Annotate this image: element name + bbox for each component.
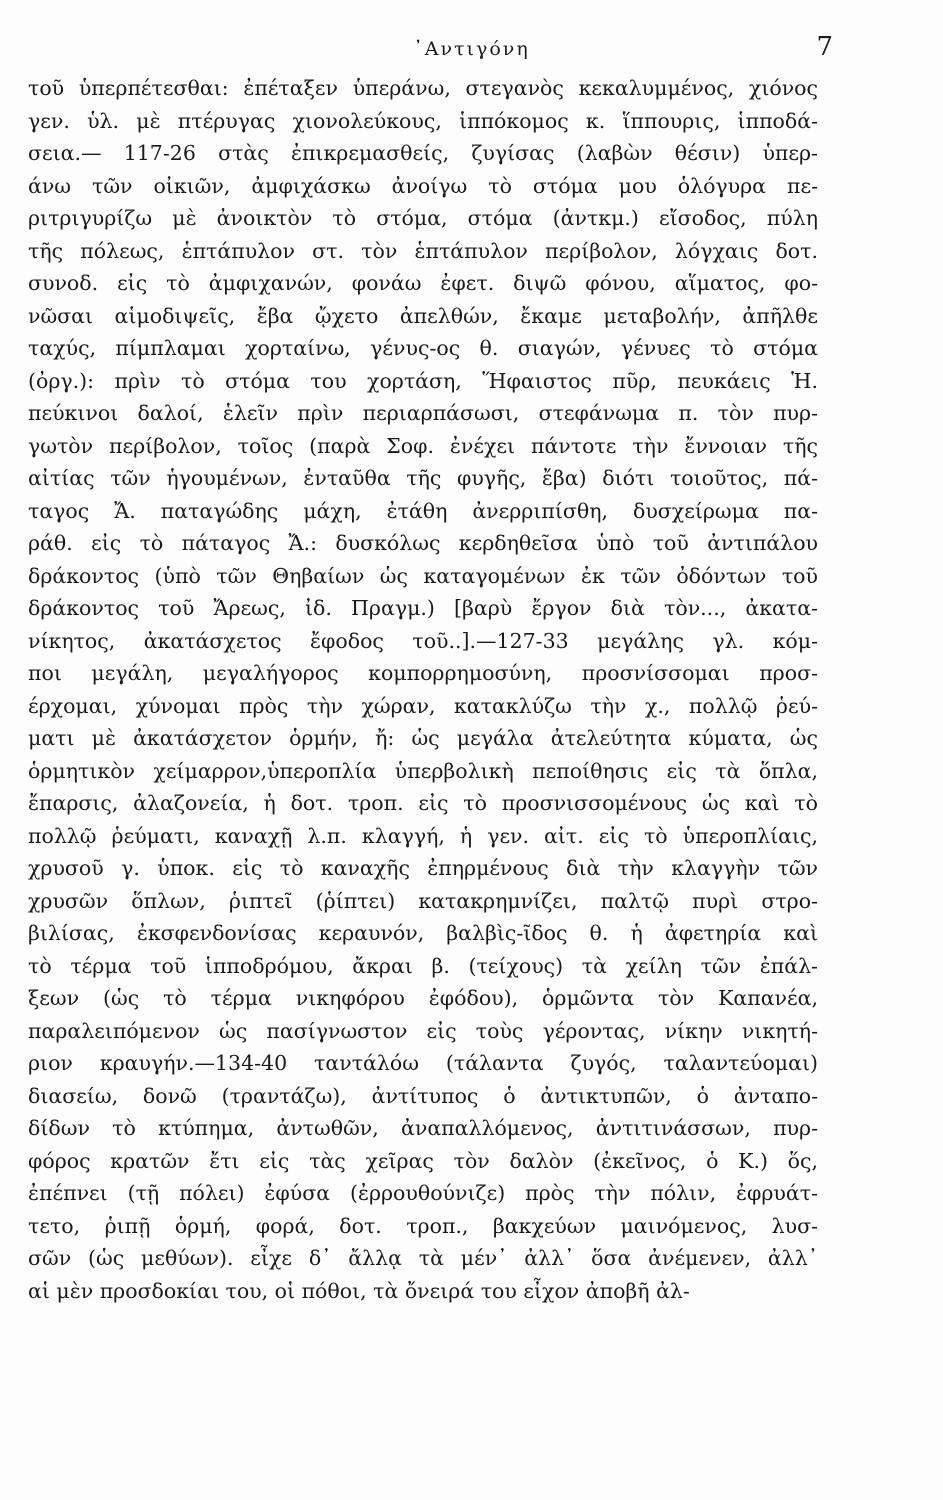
text-line: ταχύς, πίμπλαμαι χορταίνω, γένυς-ος θ. σιαγών, γένυες τὸ στόμα (28, 336, 818, 360)
text-line: τοῦ ὑπερπέτεσθαι: ἐπέταξεν ὑπεράνω, στεγανὸς κεκαλυμμένος, χιόνος (28, 76, 818, 100)
page-number: 7 (816, 32, 833, 62)
text-line: παραλειπόμενον ὡς πασίγνωστον εἰς τοὺς γέροντας, νίκην νικητή- (28, 1018, 818, 1043)
text-line: γωτὸν περίβολον, τοῖος (παρὰ Σοφ. ἐνέχει πάντοτε τὴν ἔννοιαν τῆς (28, 433, 818, 458)
text-line: (ὀργ.): πρὶν τὸ στόμα του χορτάση, Ἥφαιστος πῦρ, πευκάεις Ἡ. (28, 368, 818, 393)
text-line: αἰτίας τῶν ἡγουμένων, ἐνταῦθα τῆς φυγῆς, ἔβα) διότι τοιοῦτος, πά- (28, 466, 818, 490)
text-line: ράθ. εἰς τὸ πάταγος Ἄ.: δυσκόλως κερδηθεῖσα ὑπὸ τοῦ ἀντιπάλου (28, 531, 818, 555)
text-line: ταγος Ἄ. παταγώδης μάχη, ἐτάθη ἀνερριπίσθη, δυσχείρωμα πα- (28, 498, 818, 523)
text-line: δίδων τὸ κτύπημα, ἀντωθῶν, ἀναπαλλόμενος, ἀντιτινάσσων, πυρ- (28, 1116, 818, 1140)
text-line: ματι μὲ ἀκατάσχετον ὁρμήν, ἤ: ὡς μεγάλα ἀτελεύτητα κύματα, ὡς (28, 726, 818, 750)
text-line: δράκοντος (ὑπὸ τῶν Θηβαίων ὡς καταγομένων ἐκ τῶν ὀδόντων τοῦ (28, 563, 818, 588)
text-line: σῶν (ὡς μεθύων). εἶχε δ᾽ ἄλλᾳ τὰ μέν᾽ ἀλλ᾽ ὅσα ἀνέμενεν, ἀλλ᾽ (28, 1246, 818, 1270)
text-line: γεν. ὑλ. μὲ πτέρυγας χιονολεύκους, ἱππόκομος κ. ἵππουρις, ἱπποδά- (28, 108, 818, 133)
running-title: ᾿Αντιγόνη (413, 38, 530, 60)
text-line: χρυσῶν ὅπλων, ῥιπτεῖ (ῥίπτει) κατακρημνίζει, παλτῷ πυρὶ στρο- (28, 888, 818, 913)
text-line: φόρος κρατῶν ἔτι εἰς τὰς χεῖρας τὸν δαλὸν (ἐκεῖνος, ὁ Κ.) ὅς, (28, 1148, 818, 1173)
text-line: δράκοντος τοῦ Ἄρεως, ἰδ. Πραγμ.) [βαρὺ ἔργον διὰ τὸν..., ἀκατα- (28, 596, 818, 620)
text-line: πολλῷ ῥεύματι, καναχῇ λ.π. κλαγγή, ἡ γεν. αἰτ. εἰς τὸ ὑπεροπλίαις, (28, 823, 818, 848)
text-line: τὸ τέρμα τοῦ ἱπποδρόμου, ἄκραι β. (τείχους) τὰ χείλη τῶν ἐπάλ- (28, 953, 818, 978)
text-line: έρχομαι, χύνομαι πρὸς τὴν χώραν, κατακλύζω τὴν χ., πολλῷ ῥεύ- (28, 693, 818, 718)
text-line: ριτριγυρίζω μὲ ἀνοικτὸν τὸ στόμα, στόμα (ἀντκμ.) εἴσοδος, πύλη (28, 206, 818, 230)
text-line: σεια.— 117-26 στὰς ἐπικρεμασθείς, ζυγίσας (λαβὼν θέσιν) ὑπερ- (28, 141, 818, 165)
text-line: ὁρμητικὸν χείμαρρον,ὑπεροπλία ὑπερβολικὴ πεποίθησις εἰς τὰ ὅπλα, (28, 758, 818, 783)
text-line: ἔπαρσις, ἀλαζονεία, ἡ δοτ. τροπ. εἰς τὸ προσνισσομένους ὡς καὶ τὸ (28, 791, 818, 815)
text-line: νίκητος, ἀκατάσχετος ἔφοδος τοῦ..].—127-33 μεγάλης γλ. κόμ- (28, 628, 818, 653)
text-line: χρυσοῦ γ. ὑποκ. εἰς τὸ καναχῆς ἐπηρμένους διὰ τὴν κλαγγὴν τῶν (28, 856, 818, 880)
body-text (28, 72, 818, 1307)
text-line: τῆς πόλεως, ἑπτάπυλον στ. τὸν ἑπτάπυλον περίβολον, λόγχαις δοτ. (28, 238, 818, 263)
text-line: ξεων (ὡς τὸ τέρμα νικηφόρου ἐφόδου), ὁρμῶντα τὸν Καπανέα, (28, 986, 818, 1010)
text-line: ποι μεγάλη, μεγαλήγορος κομπορρημοσύνη, προσνίσσομαι προσ- (28, 661, 818, 685)
text-line: νῶσαι αἱμοδιψεῖς, ἔβα ᾤχετο ἀπελθών, ἔκαμε μεταβολήν, ἀπῆλθε (28, 303, 818, 328)
text-line: τετο, ῥιπῇ ὁρμή, φορά, δοτ. τροπ., βακχεύων μαινόμενος, λυσ- (28, 1213, 818, 1238)
text-line: βιλίσας, ἐκσφενδονίσας κεραυνόν, βαλβὶς-ῖδος θ. ἡ ἀφετηρία καὶ (28, 921, 818, 945)
text-line: άνω τῶν οἰκιῶν, ἀμφιχάσκω ἀνοίγω τὸ στόμα μου ὁλόγυρα πε- (28, 173, 818, 198)
text-line: ριον κραυγήν.—134-40 ταντάλόω (τάλαντα ζυγός, ταλαντεύομαι) (28, 1051, 818, 1075)
text-line: συνοδ. εἰς τὸ ἀμφιχανών, φονάω ἐφετ. διψῶ φόνου, αἵματος, φο- (28, 271, 818, 295)
text-line: ἐπέπνει (τῇ πόλει) ἐφύσα (ἐρρουθούνιζε) πρὸς τὴν πόλιν, ἐφρυάτ- (28, 1181, 818, 1205)
text-line: αἱ μὲν προσδοκίαι του, οἱ πόθοι, τὰ ὄνειρά του εἶχον ἀποβῆ ἀλ- (28, 1278, 690, 1303)
text-line: διασείω, δονῶ (τραντάζω), ἀντίτυπος ὁ ἀντικτυπῶν, ὁ ἀνταπο- (28, 1083, 818, 1108)
text-line: πεύκινοι δαλοί, ἑλεῖν πρὶν περιαρπάσωσι, στεφάνωμα π. τὸν πυρ- (28, 401, 818, 425)
